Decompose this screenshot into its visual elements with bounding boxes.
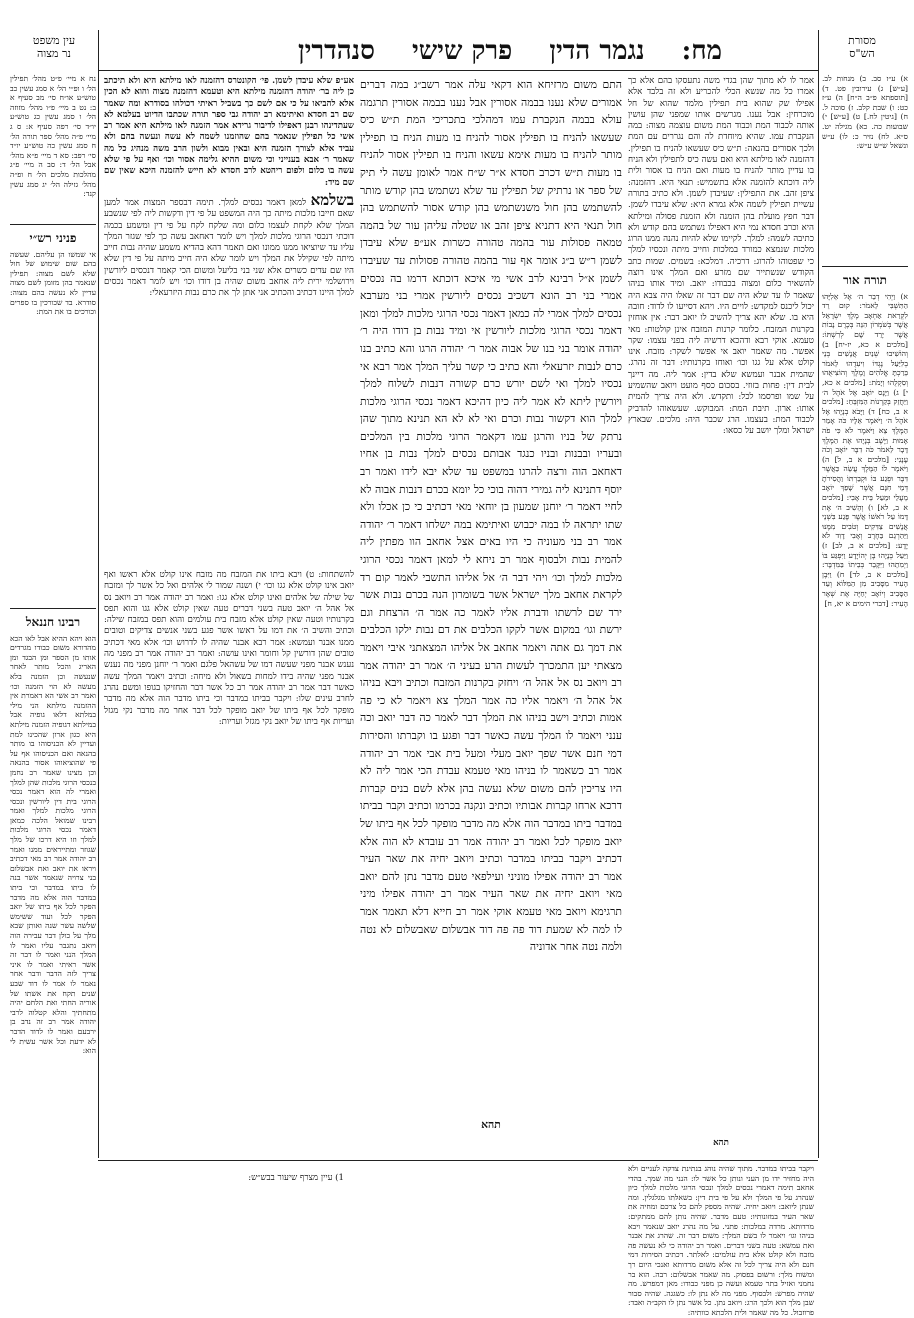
page-title bbox=[270, 34, 750, 68]
masoret-heading-line2: הש"ס bbox=[849, 47, 875, 60]
ein-mishpat-divider bbox=[10, 224, 96, 225]
penei-rashi-title: פניני רש״י bbox=[29, 231, 77, 245]
right-margin-divider bbox=[818, 30, 819, 1158]
gemara-closing-word: תהא bbox=[481, 1118, 501, 1131]
footer-note bbox=[104, 1172, 344, 1186]
rabbenu-chananel-column bbox=[10, 614, 96, 1154]
gemara-main-column bbox=[360, 76, 622, 1150]
tosafot-commentary bbox=[104, 190, 354, 300]
masoret-text: א) ע״ז סב. ב) מנחות לב. [ע״ש] ג) עירובין פט. ד) [תוספתא פ״ב ה״ח] ה) ע״ז כט: ו) שבת קלב. ז) סוכה ל. ח) [גיטין לח.] ט) [ע״ש] י) שבועות כה. כא) מגילה יט. ס״א. לח) נזיר כ: לו) ע״ש ונשאל ש״ש ע״ש: bbox=[822, 74, 908, 151]
rabbenu-chananel-title: רבינו חננאל bbox=[25, 615, 81, 629]
header-divider bbox=[98, 70, 818, 71]
masoret-heading bbox=[822, 34, 902, 68]
bottom-commentary-text: ויקבר בביתו במדבר. מתוך שהיה נוהג בנתינת צדקה לעניים ולא היה מחזיר ידו מן העני ונותן כל אשר לו: הנני מה שמך. בהדי אחאב תימה דאמרי נכסים למלך ונכסי הרוגי מלכות למלך כיון שנהרג על פי המלך ולא על פי בית דין: בשאלתו מגלגלין. ומה שנתן ליואב: ויואב יחיה. שהיה מספק להם כל צרכם ומחיה את שאר העיר במזונותיו: טעם מדבר. שהיה נותן להם ממתקים: מרדותא. מרדה במלכות: פתני. על מה נהרג יואב שנאמר ויבא בניהו וגו׳ ויאמר לו בשם המלך: משום דבר זה. שהרג את אבנר ואת עמשא: טעה בשני דברים. ואמר רב יהודה כי לא נעשה פה מזבח ולא קולט אלא בית עולמים: לאלתר. דכתיב הסירות דמי חנם ולא היה צריך לכל זה אלא משום מרדותא ואנכי היום רך ומשוח מלך: ורשום בפסוק. מה שאמר אבשלום: רבה. הוא בר נחמני ואזיל בתר טעמא ועשה כן מפני כבודו: מאן דמפרש. מה שהיה מפרש: ולבסוף. מפני מה לא נתן לו: כשגגה. שהיה סבור שבן מלך הוא ולכך הרג: ויואב נתן. כל אשר נתן לו הקב״ה ואבד: פרוזבול. כל מה שאמר ולית הלכתא כוותיה: bbox=[628, 1164, 814, 1317]
chapter-title: נגמר הדין bbox=[549, 36, 645, 66]
torah-or-column bbox=[822, 272, 908, 1152]
rashi-column bbox=[628, 76, 814, 1136]
bottom-commentary-column bbox=[628, 1164, 814, 1317]
gemara-main-text: התם משום מרזיחא הוא דקאי עלה אמר רשב״ג במה דברים אמורים שלא נענו בבמה אסורין אבל נענו בבמה אסורין תרגמה עולא בבמה הנקברת עמו דמהלכי בתכריכי המת ת״ש כיס שעשאו להניח בו תפילין אסור להניח בו מעות הניח בו תפילין מותר להניח בו מעות אימא עשאו והניח בו תפילין אסור להניח בו מעות ת״ש דכרב חסדא א״ר ש״ח אמר לאומן עשה לי תיק של ספר או נרתיק של תפילין עד שלא נשתמש בהן קודש מותר להשתמש בהן חול משנשתמש בהן קודש אסור להשתמש בהן חול תנאי היא דתניא ציפן זהב או שטלה עליהן עור של בהמה טמאה פסולות עור בהמה טהורה כשרות אע״פ שלא עיבדן לשמן ר״ש ב״ג אומר אף עור בהמה טהורה פסולות עד שעיבדו לשמן א״ל רבינא לרב אשי מי איכא דוכתא דרמו בה נכסים אמרי בני רב הונא דשכיב נכסים ליורשין אמרי בני מערבא נכסים למלך אמרי לה כמאן דאמר נכסי הרוגי מלכות למלך ומאן דאמר נכסי הרוגי מלכות ליורשין אי ומיד נבות בן דודו היה ר׳ יהודה אומר בני בנו של אבוה אמר ר׳ יהודה הרגו והא כתיב בנו כרם לנבות יזרעאלי והא כתיב כי קשר עליך המלך אמר רבא אי נכסיו למלך ואי לשם יורש כרם קשורה דנבות לשלוח למלך ויורשין ליתא לא אמר ליה כיון דהיכא דאמר נכסי הרוגי מלכות למלך הוא דקשור נבות וכרם ואי לא לא הא תנינא מתוך שהן נרתק של בניו והרגן עמו דקאמר הרוגי מלכות בין המלכים ובעריו ובבנות ובניו כנגד אבותם נכסים למלך נבות בן אחיו דאחאב הוה ורצה להרגו במשפט עד שלא יבא לידו ואמר רב יוסף דתנינא ליה גמירי דהוה בוכי כל יומא בכרם דנבות אבוה לא לחיי דאמר ר׳ יוחנן שמעון בן יוחאי מאי דכתיב כי כן אכלו ולא שתו יתראה לו במה יכבוש ואיתימא במה ישלחו דאמר ר׳ יהודה אמר רב בני מעוניה כי היו באים אצל אחאב הוו מפתין ליה להמית נבות ולבסוף אמר רב ניחא לי למאן דאמר נכסי הרוגי מלכות למלך וכו׳ ויהי דבר ה׳ אל אליהו התשבי לאמר קום רד לקראת אחאב מלך ישראל אשר בשומרון הנה בכרם נבות אשר ירד שם לרשתו ודברת אליו לאמר כה אמר ה׳ הרצחת וגם ירשת וגו׳ במקום אשר לקקו הכלבים את דם נבות ילקו הכלבים את דמך גם אתה ויאמר אחאב אל אליהו המצאתני איבי ויאמר מצאתי יען התמכרך לעשות הרע בעיני ה׳ אמר רב יהודה אמר רב ויואב נס אל אהל ה׳ ויחזק בקרנות המזבח וכתיב ויבא בניהו אל אהל ה׳ ויאמר אליו כה אמר המלך צא ויאמר לא כי פה אמות וכתיב וישב בניהו את המלך דבר לאמר כה דבר יואב וכה ענני ויאמר לו המלך עשה כאשר דבר ופגע בו וקברתו והסירות דמי חנם אשר שפך יואב מעלי ומעל בית אבי אמר רב יהודה אמר רב כשאמר לו בניהו מאי טעמא עבדת הכי אמר ליה לא היו צריכין להם משום שלא נעשה בהן אלא לשם בנים קברות דרכא ארחו קברות אבותיו וכתיב ונקנה בכרמו וכתיב וקבר בביתו במדבר ביתו במדבר הוה אלא מה מדבר מופקר לכל אף ביתו של יואב מופקר לכל ואמר רב יהודה אמר רב עובדא לא הוה אלא דכתיב ויקבר בביתו במדבר וכתיב ויואב יחיה את שאר העיר אמר רב יהודה אפילו מוניני ועילפאי טעם מדבר נתן להם יואב מאי ויואב יחיה את שאר העיר אמר רב יהודה אפילו מיני תרגימא ויואב מאי טעמא אוקי אמר רב חייא דלא תאמר אמר לו למה לא שמעת דוד פה פה דוד אבשלום שאבשלום לא נטה ולמה נטה אחר אדוניה bbox=[360, 78, 622, 954]
torah-or-title: תורה אור bbox=[842, 273, 888, 287]
masoret-divider bbox=[822, 266, 908, 267]
gemara-closing bbox=[360, 1116, 622, 1138]
rashi-text: אמר לו לא מתוך שהן בגדי משה נתעסקו בהם אלא כך אמרו כל מה שנשא הכלי להכריע ולא זה בלבד אלא אפילו שק שהוא בית תפילין מלמד שהוא של חל מוכרחין: אבל נענו. מגרשים אותו שמפני שהן עושין אותה לכבוד המת וכבוד המת משום עוצמה מצוה: במה הנקברת עמו. שהיא מיוחדת לה והם נגררים עם המת ולכך אסורים בהנאה: ת״ש כיס שעשאו להניח בו תפילין. דהזמנה לאו מילתא היא ואם עשה כיס לתפילין ולא הניח בו עדיין מותר להניח בו מעות ואם הניח בו אסור ולית ליה דוכתא להזמנה אלא בתשמיש: תנאי היא. דהזמנה: ציפן זהב. את התפילין: שעיבדן לשמן. ולא כתיב בתורה עשיית תפילין לשמה אלא גמרא היא: שלא עיבדו לשמן. דבר חפץ מועלת בהן הזמנה ולא הזמנת פסולה ומילתא היא וכרב חסדא נמי היא דאפילו נשתמש בהם קודש ולא כתיבה לשמה: למלך. לקיימו שלא להיות נהנה ממנו הרוג מלכות שנמצא כמורד במלכות וחייב מיתה ונכסיו למלך כי שפטוהו להרוג: דרכיה. דמלכא: בשמים. שמות כתב הקודש שנשתייר שם מזרע ואם המלך אינו רוצה להשאיר כלום ומצוה בכבודו: יואב. ומיד אותו בניהו שאמר לו עד שלא היה שם דבר זה שאלו היה צבא היה יכול ליכנס למקדש: לויים היו. ויהא דסייעו לו לדוד: חובה היא בו. שלא יהא צריך להשיב לו יואב דבר: אין אוחזין בקרנות המזבח. כלומר קרנות המזבח אינן קולטות: מאי טעמא. אוקי רבא ודהכא דרשיה ליה בפני עצמו: שקר אפשר. מה שאמר יואב אי אפשר לשקר: מזבח. אינו קולט אלא על גגו וכו׳ ואוחז בקרנותיו: דבר זה נהרג. שהמית אבנר ועמשא שלא בדין: אמר ליה. מה דיינך לבית דין: פחות בזוזי. בסכום כסף מועט ויואב שהשמיע על שמו ופרסמו לכל: ותקדש. ולא היה צריך להמית אותו: ארון. תיבת המת: המבוקש. שעשאוהו להדביק לכבוד המת: בעצמו. הרג שכבר היה: מלכים. שבארץ ישראל ומלך יושב על כסאו: bbox=[628, 76, 814, 437]
page-number: מח: bbox=[681, 36, 723, 66]
tosafot-commentary-text: למאן דאמר נכסים למלך. תימה דבספר המצות אמר למען שאם חייבו מלכות מיתה כך היה המשפט על פי דין ודקשות ליה לפי שנשבע המלך שלא לקחת לעצמו כלום ומה שלקח לקח על פי דין ומשמע בכמה דוכתי דנכסי הרוגי מלכות למלך ויש לומר דאחאב עשה כך לפי שגזר המלך עליו עד שיוציאו ממנו ממונו ואם תאמר דהא בהדיא משמע שהיה נבות חייב מיתה לפי שקילל את המלך ויש לומר שלא היה חייב מיתה על פי דין שלא היו שם עדים כשרים אלא שני בני בליעל ומשום הכי קאמר דנכסים ליורשין וירושלמי ירית ליה אחאב משום שהיה בן דודו וכו׳ ויש לומר דאמר נכסים למלך היינו דכתיב והכתיב אני אתן לך את כרם נבות היזרעאלי: bbox=[104, 197, 354, 299]
masoret-column bbox=[822, 74, 908, 262]
masoret-heading-line1: מסורת bbox=[848, 34, 876, 47]
left-margin-divider bbox=[98, 30, 99, 1158]
tosafot-intro: אע״פ שלא עיבדן לשמן. פי׳ הקונטרס דהזמנה לאו מילתא היא ולא תיכתב כן ליה בר׳ יהודה דהזמנה מילתא היא וטעמא דהזמנה מצוה והוא לא הכין אלא להביאו על כי אם לשם כך בשביל ראיתי דכולהו בסודרא ומה שאמר שם רב חסדא ואיתימא רב יהודה גבי ספר תורה שכתבו הדיוט בעלמא לא שעתדינהו רבנן דאפילו לדיבור גרידא אמר הזמנה לאו מילתא היא אמר רב אשי כל תפילין שנאמר בהם שהוזמנו לשמה לא עשה ונעשה בהם ולא עביד אלא לצורך הזמנה היא ובאין מבוא ולשון הרב משה מנהיג כל מה שאמר ר׳ אבא בענייני וכי משום ההיא גלימה אסור וכו׳ ואף על פי שלא עשה בו כלום ולפום ריהטא לרב חסדא לא חייש להזמנה היכא שאין שם שם מיד: bbox=[104, 76, 354, 188]
penei-rashi-divider bbox=[10, 608, 96, 609]
tosafot-block bbox=[104, 76, 354, 564]
ein-mishpat-column bbox=[10, 74, 96, 220]
ein-mishpat-heading-line1: עין משפט bbox=[32, 34, 76, 47]
chapter-number: פרק שישי bbox=[411, 36, 513, 66]
torah-or-text: א) וַיְהִי דְבַר ה׳ אֶל אֵלִיָּהוּ הַתִּשְׁבִּי לֵאמֹר: קוּם רֵד לִקְרַאת אַחְאָב מֶלֶךְ יִשְׂרָאֵל אֲשֶׁר בְּשֹׁמְרוֹן הִנֵּה בְּכֶרֶם נָבוֹת אֲשֶׁר יָרַד שָׁם לְרִשְׁתּוֹ: [מלכים א כא, יז-יח] ב) וְהוֹשִׁיבוּ שְׁנַיִם אֲנָשִׁים בְּנֵי בְלִיַּעַל נֶגְדּוֹ וִיעִדֻהוּ לֵאמֹר בֵּרַכְתָּ אֱלֹהִים וָמֶלֶךְ וְהוֹצִיאֻהוּ וְסִקְלֻהוּ וְיָמֹת: [מלכים א כא, י] ג) וַיָּנָס יוֹאָב אֶל אֹהֶל ה׳ וַיַּחֲזֵק בְּקַרְנוֹת הַמִּזְבֵּחַ: [מלכים א ב, כח] ד) וַיָּבֹא בְנָיָהוּ אֶל אֹהֶל ה׳ וַיֹּאמֶר אֵלָיו כֹּה אָמַר הַמֶּלֶךְ צֵא וַיֹּאמֶר לֹא כִּי פֹה אָמוּת וַיָּשֶׁב בְּנָיָהוּ אֶת הַמֶּלֶךְ דָּבָר לֵאמֹר כֹּה דִבֶּר יוֹאָב וְכֹה עָנָנִי: [מלכים א ב, ל] ה) וַיֹּאמֶר לוֹ הַמֶּלֶךְ עֲשֵׂה כַּאֲשֶׁר דִּבֶּר וּפְגַע בּוֹ וּקְבַרְתּוֹ וַהֲסִירֹתָ דְּמֵי חִנָּם אֲשֶׁר שָׁפַךְ יוֹאָב מֵעָלַי וּמֵעַל בֵּית אָבִי: [מלכים א ב, לא] ו) וְהֵשִׁיב ה׳ אֶת דָּמוֹ עַל רֹאשׁוֹ אֲשֶׁר פָּגַע בִּשְׁנֵי אֲנָשִׁים צַדִּקִים וְטֹבִים מִמֶּנּוּ וַיַּהַרְגֵם בַּחֶרֶב וְאָבִי דָוִד לֹא יָדָע: [מלכים א ב, לב] ז) וַיַּעַל בְּנָיָהוּ בֶּן יְהוֹיָדָע וַיִּפְגַּע בּוֹ וַיְמִתֵהוּ וַיִּקָּבֵר בְּבֵיתוֹ בַּמִּדְבָּר: [מלכים א ב, לד] ח) וַיִּבֶן הָעִיר מִסָּבִיב מִן הַמִּלּוֹא וְעַד הַסָּבִיב וְיוֹאָב יְחַיֶּה אֶת שְׁאָר הָעִיר: [דברי הימים א יא, ח] bbox=[822, 291, 908, 608]
tosafot-start-word: בשלמא bbox=[310, 190, 354, 209]
ein-mishpat-heading bbox=[14, 34, 94, 68]
penei-rashi-column bbox=[10, 230, 96, 600]
penei-rashi-text: אי שמשו הן עליהם. שעשה בהם שום שימוש של חול שלא לשם מצוה: תפילין שנאמר בהן מזומן לשם מצוה עדיין לא נעשה בהם מצוה: סודרא. בד שכורכין בו ספרים וכורכים בו את המת: bbox=[10, 249, 96, 317]
footer-note-text: 1) עיין מצרף שיעור בבש״ש: bbox=[248, 1173, 344, 1183]
ein-mishpat-text: נח א מיי׳ פ״ט מהל׳ תפילין הל׳ ו ופ״י הל׳ א סמג עשין כב טוש״ע או״ח סי׳ מב סעיף א ב: נט ב מיי׳ פ״ו מהל׳ מזוזה הל׳ ו סמג עשין כג טוש״ע יו״ד סי׳ רפה סעיף א: ס ג מיי׳ פ״ה מהל׳ ספר תורה הל׳ ח סמג עשין כה טוש״ע יו״ד סי׳ רפב: סא ד מיי׳ פ״א מהל׳ אבל הל׳ ד: סב ה מיי׳ פ״ג מהלכות מלכים הל׳ ח ופ״ה מהל׳ גזילה הל׳ יג סמג עשין קנד: bbox=[10, 74, 96, 199]
gemara-lower-block bbox=[104, 570, 354, 1150]
rashi-closing-word: תהא bbox=[713, 1138, 729, 1148]
rashi-closing bbox=[628, 1138, 814, 1154]
tractate-name: סנהדרין bbox=[297, 36, 375, 66]
rabbenu-chananel-text: הוא ויהא ההיא אבל לאו הכא מהדורא משום כבודו מגרדים אותו מן הספר ומן הבגד ומן האריג והכל מותר לאחר שנעשה וכן הזמנה בלא מעשה לא הוי הזמנה וכו׳ ואמר רב אשי הא דאמרת אין ההזמנה מילתא הני מילי במלתא דלאו גופיה אבל במילתא דגופיה הזמנה מילתא היא כגון ארון שהכינו למת ועדיין לא הכניסוהו בו מותר בהנאה ואם הכניסוהו אף על פי שהוציאוהו אסור בהנאה וכן מצינו שאמר רב נחמן בנכסי הרוגי מלכות שהן למלך ואמרי לה הוא דאמר נכסי הרוגי בית דין ליורשין ונכסי הרוגי מלכות למלך ואמר רבינו שמואל הלכה כמאן דאמר נכסי הרוגי מלכות למלך וזו היא דרכו של מלך שגוזר ומתייראים ממנו ואמר רב יהודה אמר רב מאי דכתיב ויראו את יואב ואת אבשלום בני צרויה שנאמר אשר בנה לו ביתו במדבר וכי ביתו במדבר הוה אלא מה מדבר הפקר לכל אף ביתו של יואב הפקר לכל ועוד ששימש שלשה עשר שנה ואותן שבא מלך על כולן דבר עבירה הוה ויואב נתגבר עליו ואמר לו המלך הנני ואמר לו דבר זה אשר ראיתי ואמר לו איני צריך לזה הדבר ודבר אחר נאמר לו אמר לו דוד שבע שנים תקח את אשתו של אוריה החתי ואת הלחם יהיה מתחתיך והלא קטלוה לרבי יהודה אמר רב זה נדב בן ירבעם ואמר לו לדוד הדבר לא ידעת וכל אשר עשית לי הוא: bbox=[10, 633, 96, 1056]
gemara-lower-text: להשתחות: ט) ויבא ביתו את המזבח מה מזבח אינו קולט אלא ראשו ואף יואב אינו קולט אלא גגו וכו׳ י) ושנה שמור לי אלהים ואל כל אשר לך ומזבח של שילה של אלהים ואינו קולט אלא גגו: ואמר רב יהודה אמר רב ויואב נס אל אהל ה׳ יואב טעה בשני דברים טעה שאין קולט אלא גגו והוא תפס בקרנותיו וטעה שאין קולט אלא מזבח בית עולמים והוא תפס במזבח שילה: וכתיב והשיב ה׳ את דמו על ראשו אשר פגע בשני אנשים צדיקים וטובים ממנו אבנר ועמשא: אמר רבא אבנר שהיה לו לדרוש וכו׳ אלא מאי דכתיב טובים שהן דורשין קל וחומר ואינו עושה: ואמר רב יהודה אמר רב מפני מה נענש אבנר מפני שעשה דמו של עשהאל פלגם ואמר ר׳ יוחנן מפני מה נענש אבנר מפני שהיה בידו למחות בשאול ולא מיחה: וכתיב ויאמר המלך עשה כאשר דבר אמר רב יהודה אמר רב כל אשר דבר והחזיקו בגופו ומשם נהרג לחרב עינים שלו: ויקבר בביתו במדבר וכי ביתו מדבר הוה אלא מה מדבר מופקר לכל אף ביתו של יואב מופקר לכל דבר אחר מה מדבר נקי מגזל ועריות אף ביתו של יואב נקי מגזל ועריות: bbox=[104, 570, 354, 727]
footer-divider bbox=[98, 1160, 818, 1161]
ein-mishpat-heading-line2: נר מצוה bbox=[37, 47, 71, 60]
